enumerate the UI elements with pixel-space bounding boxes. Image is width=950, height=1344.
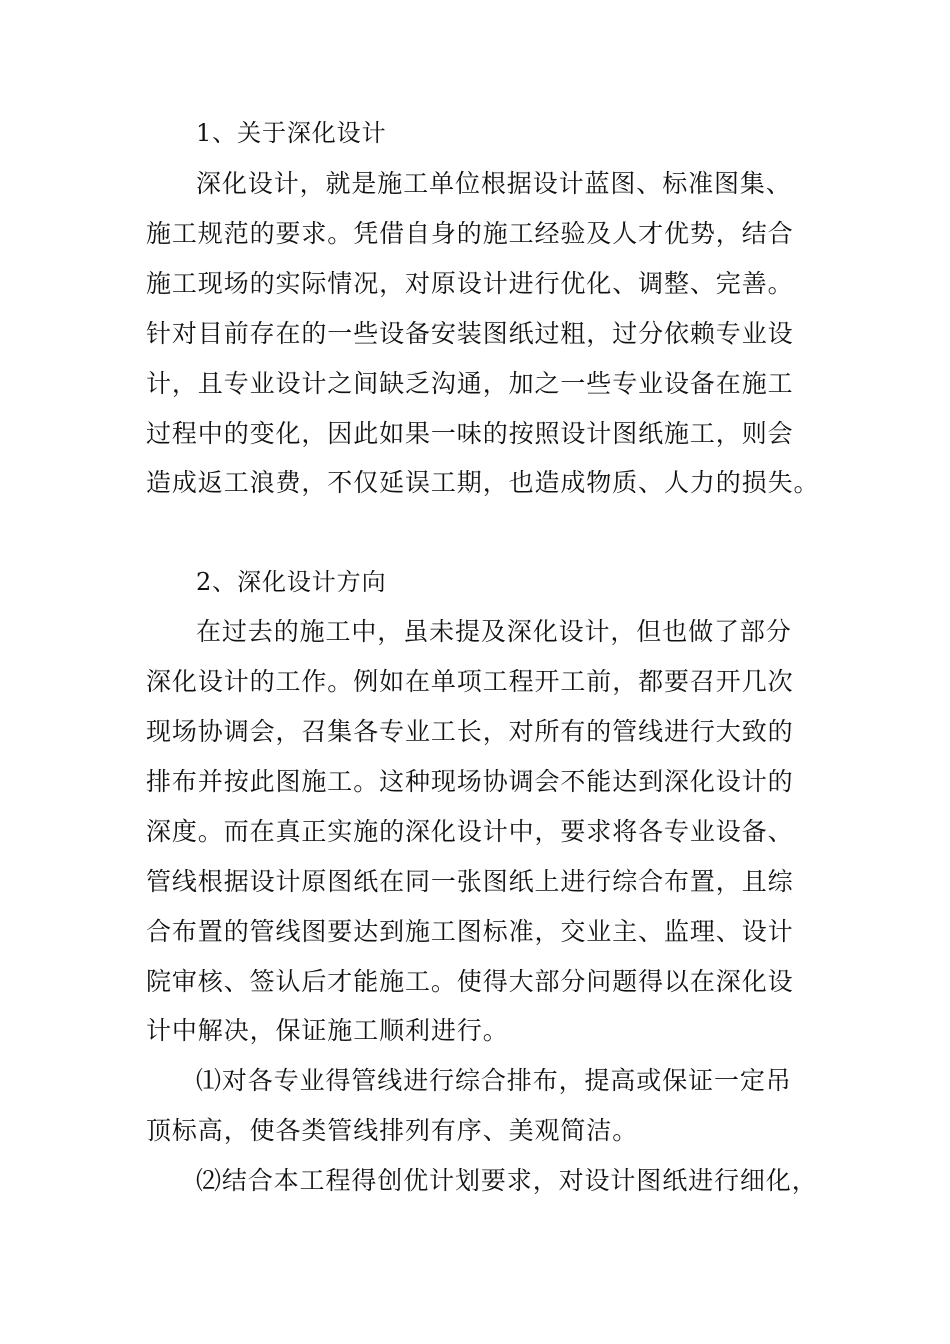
section2-heading: 2、深化设计方向 — [196, 568, 387, 596]
list-item-2-line: ⑵结合本工程得创优计划要求，对设计图纸进行细化， — [196, 1166, 818, 1195]
section2-paragraph-line: 院审核、签认后才能施工。使得大部分问题得以在深化设 — [146, 967, 794, 996]
section2-paragraph-line: 排布并按此图施工。这种现场协调会不能达到深化设计的 — [146, 767, 794, 796]
section1-heading: 1、关于深化设计 — [196, 119, 387, 147]
section1-paragraph-line: 造成返工浪费，不仅延误工期，也造成物质、人力的损失。 — [146, 468, 820, 497]
section2-paragraph-line: 计中解决，保证施工顺利进行。 — [146, 1016, 509, 1045]
section1-paragraph-line: 计，且专业设计之间缺乏沟通，加之一些专业设备在施工 — [146, 369, 794, 398]
section2-paragraph-line: 现场协调会，召集各专业工长，对所有的管线进行大致的 — [146, 717, 794, 746]
section2-paragraph-line: 管线根据设计原图纸在同一张图纸上进行综合布置，且综 — [146, 867, 794, 896]
section2-paragraph-line: 深化设计的工作。例如在单项工程开工前，都要召开几次 — [146, 667, 794, 696]
list-item-1-line: ⑴对各专业得管线进行综合排布，提高或保证一定吊 — [196, 1066, 792, 1095]
section1-paragraph-line: 深化设计，就是施工单位根据设计蓝图、标准图集、 — [196, 169, 792, 198]
section2-paragraph-line: 深度。而在真正实施的深化设计中，要求将各专业设备、 — [146, 817, 794, 846]
section1-paragraph-line: 过程中的变化，因此如果一味的按照设计图纸施工，则会 — [146, 419, 794, 448]
list-item-1-line: 顶标高，使各类管线排列有序、美观简洁。 — [146, 1116, 639, 1145]
section2-paragraph-line: 在过去的施工中，虽未提及深化设计，但也做了部分 — [196, 617, 792, 646]
section1-paragraph-line: 施工规范的要求。凭借自身的施工经验及人才优势，结合 — [146, 219, 794, 248]
section2-paragraph-line: 合布置的管线图要达到施工图标准，交业主、监理、设计 — [146, 917, 794, 946]
section1-paragraph-line: 针对目前存在的一些设备安装图纸过粗，过分依赖专业设 — [146, 319, 794, 348]
section1-paragraph-line: 施工现场的实际情况，对原设计进行优化、调整、完善。 — [146, 269, 794, 298]
